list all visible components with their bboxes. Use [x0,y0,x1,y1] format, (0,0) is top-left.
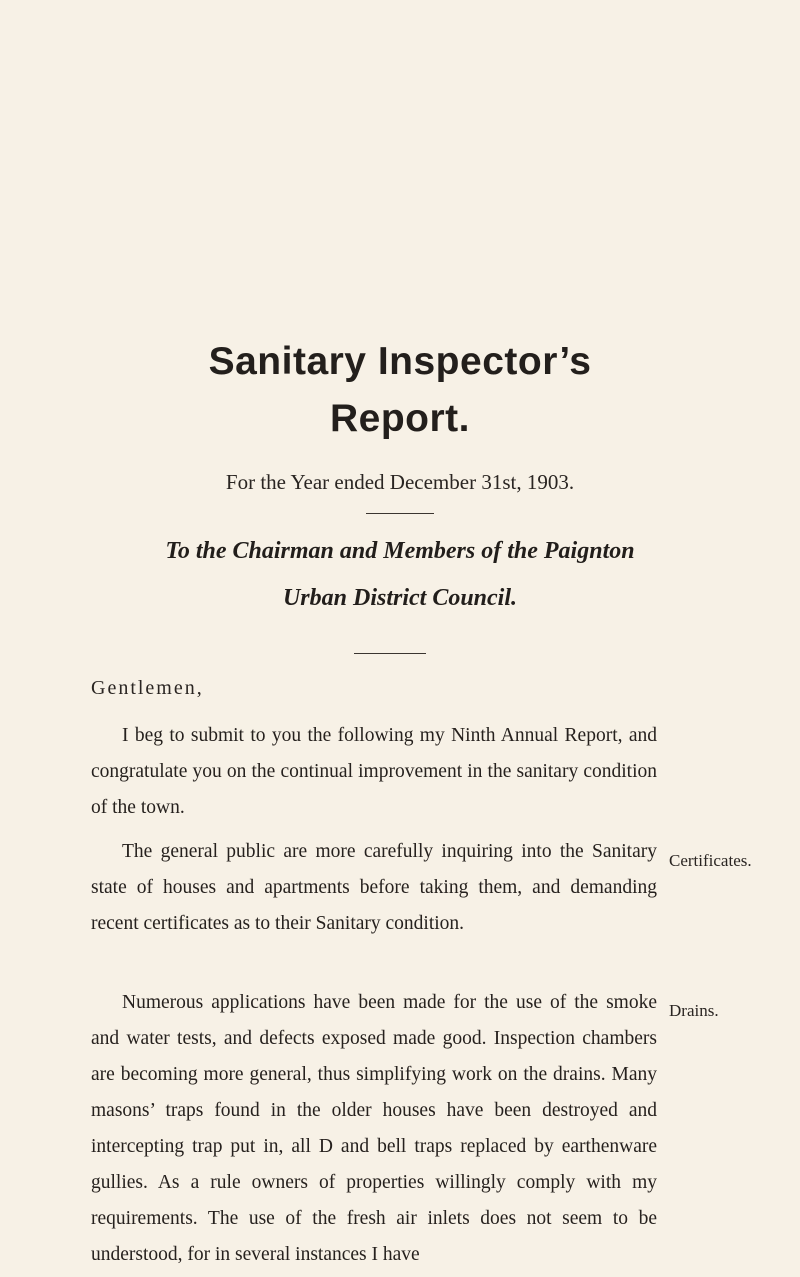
address-line: To the Chairman and Members of the Paignton [165,538,635,564]
divider-rule [354,653,426,654]
margin-note-drains: Drains. [669,1001,719,1020]
report-subtitle: For the Year ended December 31st, 1903. [225,470,575,494]
divider-rule [366,513,434,514]
paragraph: Numerous applications have been made for the use of the smoke and water tests, and defects exposed made good. Inspection chambers are becoming more general, thus simplifying work on the drains. Many masons’ traps found in the older houses have been destroyed and intercepting trap put in, all D and bell traps replaced by earthenware gullies. As a rule owners of properties willingly comply with my requirements. The use of the fresh air inlets does not seem to be understood, for in several instances I have [91,992,657,1265]
paragraph: I beg to submit to you the following my Ninth Annual Report, and congratulate you on the continual improvement in the sanitary condition of the town. [91,725,657,818]
address-line: Urban District Council. [282,585,518,611]
paragraph: The general public are more carefully inquiring into the Sanitary state of houses and apartments before taking them, and demanding recent certificates as to their Sanitary condition. [91,841,657,934]
margin-note-certificates: Certificates. [669,851,752,870]
report-title: Sanitary Inspector’s [208,340,592,383]
report-title-continued: Report. [330,397,470,440]
salutation: Gentlemen, [91,677,204,699]
